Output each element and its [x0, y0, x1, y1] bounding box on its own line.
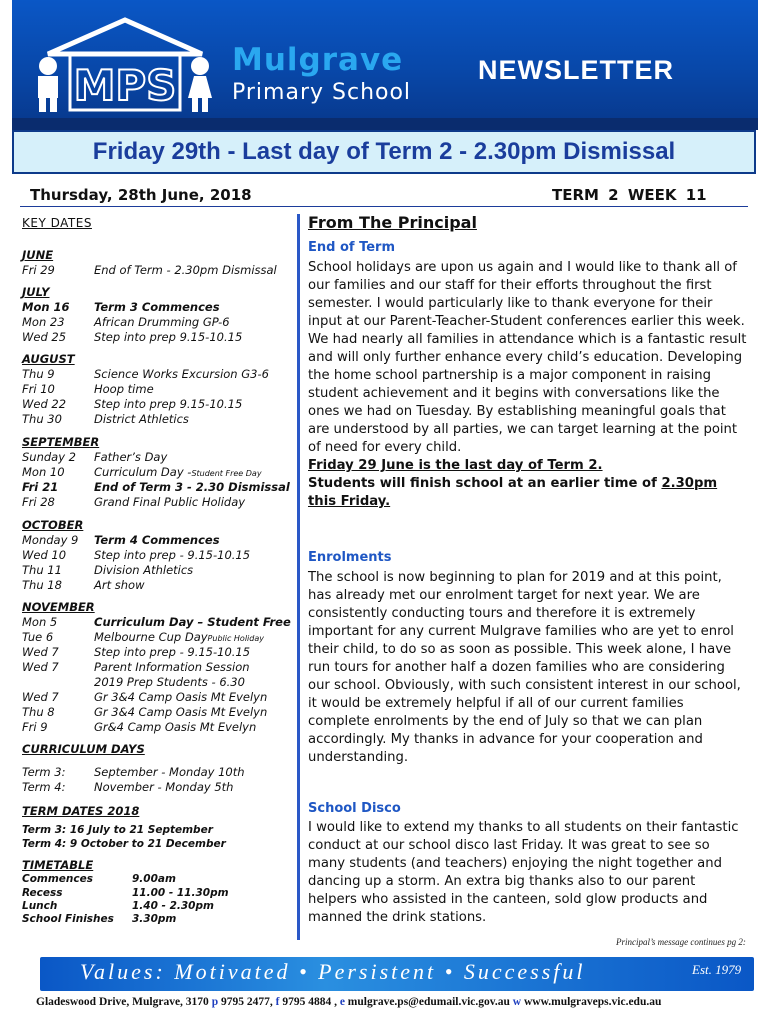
key-date-row: Term 4: November - Monday 5th [22, 780, 234, 794]
key-date-row: Fri 21 End of Term 3 - 2.30 Dismissal [22, 480, 290, 494]
timetable-value: 11.00 - 11.30pm [132, 887, 229, 899]
key-date-row: Tue 6 Melbourne Cup DayPublic Holiday [22, 630, 264, 644]
key-date-row: Thu 18 Art show [22, 578, 145, 592]
month-september: SEPTEMBER [22, 435, 100, 449]
key-date-row: Sunday 2 Father’s Day [22, 450, 168, 464]
logo-text: MPS [73, 61, 177, 110]
footer-email[interactable]: mulgrave.ps@edumail.vic.gov.au [344, 996, 513, 1008]
school-name: Mulgrave [232, 42, 404, 78]
key-date-row: Wed 7 Step into prep - 9.15-10.15 [22, 645, 251, 659]
month-november: NOVEMBER [22, 600, 95, 614]
school-logo [30, 14, 220, 118]
end-of-term-paragraph [308, 259, 748, 511]
principal-title: From The Principal [308, 213, 477, 232]
term-week: TERM 2 WEEK 11 [552, 186, 707, 204]
key-date-row: Wed 7 Gr 3&4 Camp Oasis Mt Evelyn [22, 690, 268, 704]
key-date-row: Term 3: September - Monday 10th [22, 765, 245, 779]
school-subtitle: Primary School [232, 80, 412, 105]
school-disco-text: I would like to extend my thanks to all students on their fantastic conduct at our school disco last Friday. It was great to see so many students (and teachers) enjoying the night together and dancing up a storm. An extra big thanks also to our parent helpers who assisted in the canteen, sold glow products and manned the drink stations. [308, 820, 739, 925]
key-date-row: Wed 7 Parent Information Session [22, 660, 250, 674]
timetable-label: School Finishes [22, 913, 114, 925]
timetable-heading: TIMETABLE [22, 858, 94, 872]
curriculum-days-heading: CURRICULUM DAYS [22, 742, 145, 756]
key-date-row: 2019 Prep Students - 6.30 [94, 675, 245, 689]
key-date-row: Fri 28 Grand Final Public Holiday [22, 495, 246, 509]
timetable-label: Recess [22, 887, 63, 899]
key-date-row: Fri 29 End of Term - 2.30pm Dismissal [22, 263, 277, 277]
key-date-row: Wed 25 Step into prep 9.15-10.15 [22, 330, 243, 344]
term-dates-line: Term 3: 16 July to 21 September [22, 824, 213, 836]
key-dates-title: KEY DATES [22, 216, 92, 230]
school-disco-heading: School Disco [308, 801, 401, 816]
values-text: Values: Motivated • Persistent • Successful [80, 959, 586, 984]
footer-contact: Gladeswood Drive, Mulgrave, 3170 p 9795 2477, f 9795 4884 , e mulgrave.ps@edumail.vic.gov.au w www.mulgraveps.vic.edu.au [36, 996, 662, 1008]
term-dates-line: Term 4: 9 October to 21 December [22, 838, 226, 850]
key-date-row: Thu 8 Gr 3&4 Camp Oasis Mt Evelyn [22, 705, 268, 719]
early-finish-note: Students will finish school at an earlier time of 2.30pm this Friday. [308, 476, 718, 509]
timetable-value: 3.30pm [132, 913, 177, 925]
enrolments-text: The school is now beginning to plan for 2019 and at this point, has already met our enrolment target for next year. We are consistently conducting tours and therefore it is extremely important for any current Mulgrave families who are yet to enrol their child, to do so as soon as possible. This week alone, I have run tours for another half a dozen families who are considering our school. Obviously, with such consistent interest in our school, it would be extremely helpful if all of our current families complete enrolments by the end of July so that we can plan accordingly. My thanks in advance for your cooperation and understanding. [308, 570, 741, 765]
timetable-label: Lunch [22, 900, 58, 912]
key-date-row: Fri 10 Hoop time [22, 382, 154, 396]
newsletter-title: NEWSLETTER [478, 55, 674, 85]
key-date-row: Mon 10 Curriculum Day -Student Free Day [22, 465, 262, 479]
key-date-row: Thu 9 Science Works Excursion G3-6 [22, 367, 269, 381]
issue-date: Thursday, 28th June, 2018 [30, 186, 252, 204]
key-date-row: Thu 30 District Athletics [22, 412, 189, 426]
established-year: Est. 1979 [692, 962, 742, 977]
end-of-term-heading: End of Term [308, 240, 395, 255]
headline: Friday 29th - Last day of Term 2 - 2.30pm Dismissal [92, 138, 676, 165]
divider [20, 206, 748, 207]
key-date-row: Mon 23 African Drumming GP-6 [22, 315, 230, 329]
month-july: JULY [22, 285, 50, 299]
timetable-value: 1.40 - 2.30pm [132, 900, 214, 912]
key-date-row: Fri 9 Gr&4 Camp Oasis Mt Evelyn [22, 720, 257, 734]
month-october: OCTOBER [22, 518, 84, 532]
key-date-row: Thu 11 Division Athletics [22, 563, 194, 577]
column-divider [297, 214, 300, 940]
term-dates-heading: TERM DATES 2018 [22, 804, 140, 818]
key-date-row: Mon 5 Curriculum Day – Student Free [22, 615, 291, 629]
month-august: AUGUST [22, 352, 75, 366]
timetable-label: Commences [22, 873, 93, 885]
enrolments-heading: Enrolments [308, 550, 392, 565]
key-date-row: Wed 22 Step into prep 9.15-10.15 [22, 397, 243, 411]
key-date-row: Wed 10 Step into prep - 9.15-10.15 [22, 548, 251, 562]
continues-note: Principal’s message continues pg 2: [616, 937, 746, 947]
footer-website[interactable]: www.mulgraveps.vic.edu.au [521, 996, 662, 1008]
last-day-note: Friday 29 June is the last day of Term 2. [308, 458, 603, 473]
timetable-value: 9.00am [132, 873, 176, 885]
key-date-row: Mon 16 Term 3 Commences [22, 300, 220, 314]
end-of-term-text: School holidays are upon us again and I would like to thank all of our families and our staff for their efforts throughout the first semester. I would particularly like to thank everyone for their input at our Parent-Teacher-Student conferences earlier this week. We had nearly all families in attendance which is a fantastic result and will only further enhance every child’s education. Developing the home school partnership is a major component in raising student achievement and it begins with conversations like the ones we had on Tuesday. By establishing meaningful goals that are understood by all parties, we can target learning at the point of need for every child. [308, 260, 747, 455]
key-date-row: Monday 9 Term 4 Commences [22, 533, 220, 547]
month-june: JUNE [22, 248, 54, 262]
